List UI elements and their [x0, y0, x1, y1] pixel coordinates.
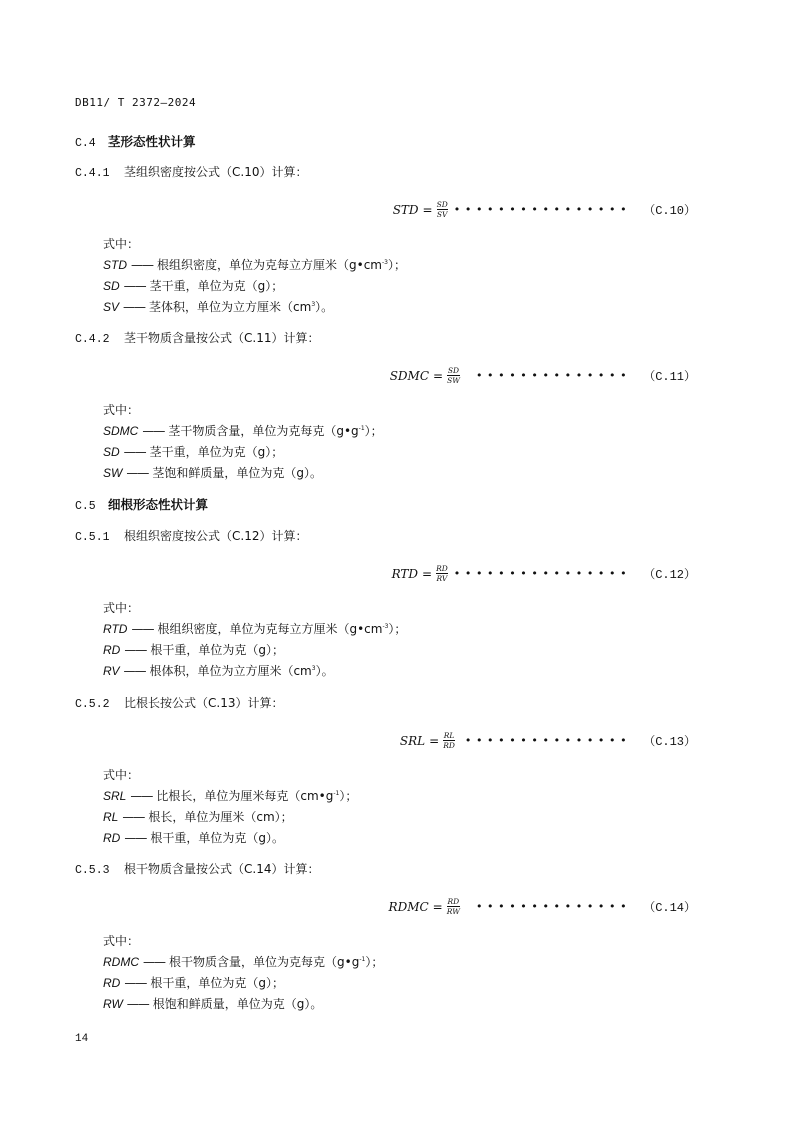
fraction — [443, 731, 455, 750]
fraction — [437, 200, 448, 219]
definition-tail: ）； — [388, 622, 407, 636]
equation-number: （C.13） — [643, 735, 696, 749]
definition-line — [103, 829, 284, 846]
section-title: 细根形态性状计算 — [108, 497, 209, 512]
symbol: SDMC — [103, 424, 139, 438]
clause-text: 根组织密度按公式（C.12）计算： — [124, 529, 308, 543]
equals-sign: = — [422, 202, 433, 217]
clause-text: 根干物质含量按公式（C.14）计算： — [124, 862, 320, 876]
page-number: 14 — [75, 1033, 89, 1045]
formula-lhs: STD — [392, 202, 419, 217]
dash: —— — [124, 643, 147, 657]
superscript: 3 — [311, 301, 316, 308]
fraction — [436, 564, 448, 583]
leader-dots: •••••••••••••••• — [453, 203, 632, 216]
formula-lhs: SRL — [399, 733, 426, 748]
superscript: -1 — [359, 956, 366, 963]
definition-line — [103, 808, 293, 825]
clause-c5-2 — [75, 694, 283, 711]
symbol: RV — [103, 664, 120, 678]
fraction — [447, 366, 460, 385]
definition-tail: ）； — [364, 424, 383, 438]
symbol: SV — [103, 300, 120, 314]
section-heading-c5 — [75, 495, 208, 513]
document-code: DB11/ T 2372—2024 — [75, 96, 197, 109]
dash: —— — [126, 466, 149, 480]
symbol: RW — [103, 997, 123, 1011]
definition-text: 根干重，单位为克（g）； — [150, 643, 284, 657]
superscript: 3 — [311, 665, 316, 672]
where-label: 式中： — [103, 934, 140, 948]
numerator: RL — [443, 731, 455, 740]
symbol: SD — [103, 279, 120, 293]
definition-tail: ）。 — [315, 300, 334, 314]
dash: —— — [124, 831, 147, 845]
superscript: -3 — [382, 623, 389, 630]
definition-text: 根长，单位为厘米（cm）； — [148, 810, 293, 824]
leader-dots: •••••••••••••• — [475, 369, 632, 382]
definition-text: 茎干重，单位为克（g）； — [149, 279, 284, 293]
equation-number: （C.11） — [643, 370, 696, 384]
superscript: -1 — [358, 425, 365, 432]
definition-text: 根干重，单位为克（g）； — [150, 976, 284, 990]
superscript: -3 — [381, 259, 388, 266]
formula-lhs: RTD — [391, 566, 419, 581]
clause-text: 茎干物质含量按公式（C.11）计算： — [124, 331, 320, 345]
denominator: SW — [447, 376, 460, 385]
definition-tail: ）； — [339, 789, 358, 803]
definition-text: 茎干重，单位为克（g）； — [149, 445, 284, 459]
clause-c4-2 — [75, 329, 319, 346]
numerator: SD — [436, 200, 448, 209]
definition-line — [103, 974, 284, 991]
leader-dots: •••••••••••••••• — [453, 567, 632, 580]
numerator: SD — [447, 366, 460, 375]
section-number: C.5 — [75, 500, 96, 513]
superscript: -1 — [333, 790, 340, 797]
definition-tail: ）。 — [315, 664, 334, 678]
symbol: SRL — [103, 789, 127, 803]
symbol: RD — [103, 976, 121, 990]
symbol: RDMC — [103, 955, 139, 969]
definition-line — [103, 620, 406, 637]
definition-text: 根干物质含量，单位为克每克（g•g — [169, 955, 360, 969]
formula-c12 — [392, 564, 696, 583]
definition-line — [103, 298, 333, 315]
dash: —— — [123, 445, 146, 459]
where-label: 式中： — [103, 403, 140, 417]
denominator: RD — [443, 741, 455, 750]
clause-text: 比根长按公式（C.13）计算： — [124, 696, 284, 710]
equation-number: （C.10） — [643, 204, 696, 218]
formula-c14 — [389, 897, 696, 916]
clause-number: C.4.2 — [75, 333, 110, 346]
numerator: RD — [447, 897, 460, 906]
definition-text: 茎饱和鲜质量，单位为克（g）。 — [152, 466, 322, 480]
numerator: RD — [436, 564, 448, 573]
clause-text: 茎组织密度按公式（C.10）计算： — [124, 165, 308, 179]
symbol: RL — [103, 810, 119, 824]
formula-c11 — [390, 366, 696, 385]
dash: —— — [130, 789, 153, 803]
where-label: 式中： — [103, 601, 140, 615]
definition-line — [103, 422, 383, 439]
definition-line — [103, 277, 283, 294]
denominator: RV — [436, 574, 448, 583]
dash: —— — [124, 976, 147, 990]
definition-line — [103, 443, 283, 460]
dash: —— — [122, 810, 145, 824]
clause-number: C.5.1 — [75, 531, 110, 544]
definition-text: 根体积，单位为立方厘米（cm — [149, 664, 312, 678]
section-title: 茎形态性状计算 — [108, 134, 196, 149]
equals-sign: = — [432, 899, 443, 914]
dash: —— — [142, 424, 165, 438]
dash: —— — [131, 622, 154, 636]
symbol: SW — [103, 466, 123, 480]
definition-line — [103, 641, 284, 658]
definition-tail: ）； — [365, 955, 384, 969]
symbol: RTD — [103, 622, 128, 636]
equation-number: （C.12） — [643, 568, 696, 582]
where-label: 式中： — [103, 768, 140, 782]
dash: —— — [123, 300, 146, 314]
formula-lhs: RDMC — [388, 899, 429, 914]
definition-line — [103, 464, 322, 481]
definition-line — [103, 953, 383, 970]
dash: —— — [123, 664, 146, 678]
where-label: 式中： — [103, 237, 140, 251]
clause-number: C.5.2 — [75, 698, 110, 711]
formula-lhs: SDMC — [389, 368, 430, 383]
dash: —— — [131, 258, 153, 272]
equals-sign: = — [422, 566, 433, 581]
denominator: RW — [446, 907, 460, 916]
clause-number: C.4.1 — [75, 167, 110, 180]
definition-text: 根干重，单位为克（g）。 — [150, 831, 284, 845]
definition-text: 根饱和鲜质量，单位为克（g）。 — [152, 997, 323, 1011]
definition-line — [103, 662, 334, 679]
definition-text: 比根长，单位为厘米每克（cm•g — [156, 789, 334, 803]
clause-c5-3 — [75, 860, 319, 877]
equation-number: （C.14） — [643, 901, 696, 915]
symbol: RD — [103, 643, 121, 657]
symbol: SD — [103, 445, 120, 459]
equals-sign: = — [429, 733, 440, 748]
formula-c10 — [393, 200, 696, 219]
dash: —— — [123, 279, 146, 293]
symbol: RD — [103, 831, 121, 845]
definition-line — [103, 995, 322, 1012]
formula-c13 — [400, 731, 696, 750]
dash: —— — [126, 997, 149, 1011]
leader-dots: •••••••••••••• — [475, 900, 632, 913]
clause-number: C.5.3 — [75, 864, 110, 877]
leader-dots: ••••••••••••••• — [464, 734, 632, 747]
definition-text: 茎体积，单位为立方厘米（cm — [149, 300, 312, 314]
definition-text: 根组织密度，单位为克每立方厘米（g•cm — [157, 258, 382, 272]
definition-text: 茎干物质含量，单位为克每克（g•g — [168, 424, 359, 438]
definition-text: 根组织密度，单位为克每立方厘米（g•cm — [157, 622, 383, 636]
clause-c4-1 — [75, 163, 307, 180]
section-number: C.4 — [75, 137, 96, 150]
denominator: SV — [436, 210, 448, 219]
definition-line — [103, 787, 357, 804]
dash: —— — [143, 955, 165, 969]
section-heading-c4 — [75, 132, 196, 150]
definition-line — [103, 256, 406, 273]
fraction — [447, 897, 460, 916]
symbol: STD — [103, 258, 127, 272]
equals-sign: = — [433, 368, 444, 383]
definition-tail: ）； — [387, 258, 406, 272]
clause-c5-1 — [75, 527, 307, 544]
